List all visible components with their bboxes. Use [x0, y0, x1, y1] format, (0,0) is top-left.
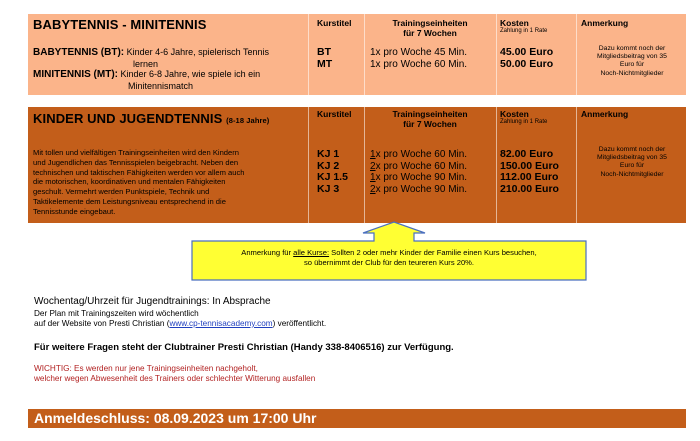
price: 112.00 Euro: [500, 171, 559, 183]
header-units-line1: Trainingseinheiten: [392, 18, 468, 28]
price: 45.00 Euro: [500, 46, 554, 58]
course-code: KJ 3: [317, 182, 340, 195]
description-line: die motorischen, koordinativen und mentalen Fähigkeiten: [33, 177, 226, 187]
warning-label: WICHTIG:: [34, 364, 72, 373]
course-code: KJ 1: [317, 148, 340, 160]
note-line: Euro für: [619, 162, 645, 170]
header-note: Anmerkung: [581, 109, 629, 119]
training-units: [370, 47, 467, 70]
header-course: Kurstitel: [317, 18, 352, 28]
training-unit: [370, 161, 467, 173]
training-unit: [370, 149, 467, 161]
column-divider: [308, 14, 309, 95]
description-line: und Jugendlichen das Tennisspielen beigebracht. Neben den: [33, 157, 239, 167]
registration-deadline: Anmeldeschluss: 08.09.2023 um 17:00 Uhr: [28, 409, 686, 428]
bt-description: Kinder 4-6 Jahre, spielerisch Tennis: [126, 47, 270, 57]
membership-note: [580, 146, 684, 179]
training-unit: [370, 172, 467, 184]
youth-tennis-table: [28, 107, 686, 223]
training-unit: 1x pro Woche 45 Min.: [370, 47, 468, 58]
schedule-line1: Der Plan mit Trainingszeiten wird wöchentlich: [34, 309, 199, 318]
schedule-line2: [34, 319, 326, 329]
header-cost-sub: Zahlung in 1 Rate: [500, 28, 548, 34]
section-title-text: KINDER UND JUGENDTENNIS: [33, 111, 223, 126]
course-code: KJ 1.5: [317, 171, 348, 183]
training-unit: [370, 184, 467, 196]
course-codes: [317, 149, 348, 195]
unit-count: 2: [370, 160, 376, 172]
unit-text: x pro Woche 90 Min.: [375, 183, 468, 195]
column-divider: [576, 107, 577, 223]
header-cost: [500, 109, 547, 126]
minitennis-row: [33, 69, 308, 91]
course-code: KJ 2: [317, 159, 340, 172]
course-code: MT: [317, 57, 333, 70]
unit-text: x pro Woche 60 Min.: [375, 149, 468, 160]
header-course: Kurstitel: [317, 109, 352, 119]
description-line: technischen und taktischen Fähigkeiten werden vor allem auch: [33, 167, 245, 177]
section-title-age: (8-18 Jahre): [226, 116, 270, 125]
bt-label: BABYTENNIS (BT):: [33, 47, 125, 58]
course-codes: [317, 47, 332, 70]
price: 50.00 Euro: [500, 57, 554, 70]
remark-line1: Sollten 2 oder mehr Kinder der Familie einen Kurs besuchen,: [329, 248, 537, 257]
remark-line2: so übernimmt der Club für den teureren Kurs 20%.: [303, 257, 475, 267]
header-units: [364, 109, 496, 129]
column-divider: [496, 107, 497, 223]
note-line: Dazu kommt noch der: [598, 45, 666, 52]
warning-line1: Es werden nur jene Trainingseinheiten nachgeholt,: [71, 364, 258, 373]
price: 210.00 Euro: [500, 182, 559, 195]
header-note: Anmerkung: [581, 18, 629, 28]
course-code: BT: [317, 46, 331, 58]
training-units: [370, 149, 467, 195]
unit-text: x pro Woche 60 Min.: [375, 160, 468, 172]
youth-description: [33, 148, 305, 217]
babytennis-table: [28, 14, 686, 95]
note-line: Noch-Nichtmitglieder: [600, 69, 664, 77]
schedule-heading: Wochentag/Uhrzeit für Jugendtrainings: In Absprache: [34, 296, 271, 307]
price: 82.00 Euro: [500, 148, 554, 160]
column-divider: [496, 14, 497, 95]
description-line: geschult. Vermehrt werden Punktspiele, Technik und: [33, 187, 210, 197]
website-link[interactable]: www.cp-tennisacademy.com: [169, 319, 273, 328]
column-divider: [308, 107, 309, 223]
note-line: Mitgliedsbeitrag von 35: [597, 154, 667, 162]
mt-label: MINITENNIS (MT):: [33, 69, 118, 80]
header-units-line2: für 7 Wochen: [403, 28, 457, 38]
description-line: Tennisstunde eingebaut.: [33, 206, 116, 216]
note-line: Dazu kommt noch der: [598, 146, 666, 153]
section-title: BABYTENNIS - MINITENNIS: [33, 17, 207, 32]
note-line: Noch-Nichtmitglieder: [600, 170, 664, 178]
training-unit: 1x pro Woche 60 Min.: [370, 58, 468, 70]
section-title: [33, 111, 269, 126]
header-units-line2: für 7 Wochen: [403, 119, 457, 129]
header-cost-label: Kosten: [500, 109, 529, 119]
note-line: Euro für: [619, 61, 645, 69]
price: 150.00 Euro: [500, 159, 559, 172]
header-units-line1: Trainingseinheiten: [392, 109, 468, 119]
mt-description: Kinder 6-8 Jahre, wie spiele ich ein: [120, 69, 261, 79]
prices: [500, 149, 559, 195]
unit-count: 2: [370, 183, 376, 195]
description-line: Mit tollen und vielfältigen Trainingseinheiten wird den Kindern: [33, 148, 239, 157]
bt-description-cont: lernen: [133, 58, 159, 69]
warning-line2: welcher wegen Abwesenheit des Trainers oder schlechter Witterung ausfallen: [34, 374, 316, 383]
remark-callout: [191, 221, 587, 281]
note-line: Mitgliedsbeitrag von 35: [597, 53, 667, 61]
unit-count: 1: [370, 172, 376, 183]
header-cost-sub: Zahlung in 1 Rate: [500, 119, 548, 125]
warning-notice: [34, 364, 315, 384]
remark-text: [191, 248, 587, 267]
header-cost: [500, 18, 547, 35]
remark-prefix: Anmerkung für: [241, 248, 294, 257]
membership-note: [580, 45, 684, 78]
header-units: [364, 18, 496, 38]
babytennis-row: [33, 47, 308, 69]
column-divider: [576, 14, 577, 95]
description-line: Taktikelemente dem Leistungsniveau entsprechend in die: [33, 196, 226, 206]
unit-text: x pro Woche 90 Min.: [375, 172, 468, 183]
mt-description-cont: Minitennismatch: [128, 80, 194, 91]
header-cost-label: Kosten: [500, 18, 529, 28]
prices: [500, 47, 553, 70]
unit-count: 1: [370, 149, 376, 160]
remark-underlined: alle Kurse:: [293, 248, 330, 257]
schedule-line2-post: ) veröffentlicht.: [272, 319, 327, 328]
schedule-line2-pre: auf der Website von Presti Christian (: [34, 319, 170, 328]
schedule-text: [34, 309, 326, 329]
contact-info: Für weitere Fragen steht der Clubtrainer Presti Christian (Handy 338-8406516) zur Verfügung.: [34, 342, 454, 353]
